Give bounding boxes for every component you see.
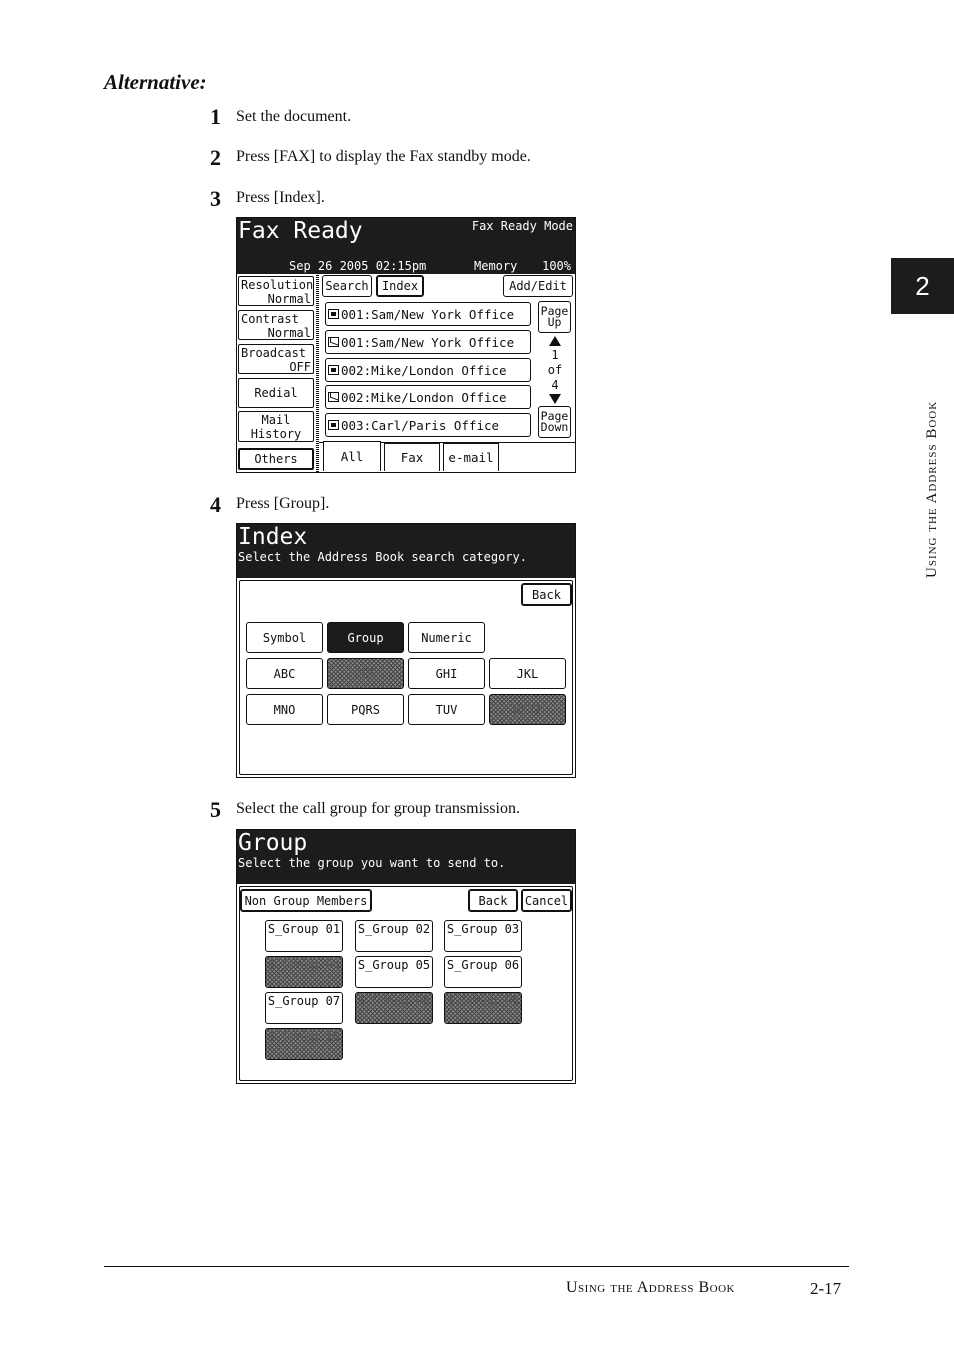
fax-ready-screen [236, 217, 576, 473]
index-tuv-button[interactable]: TUV [408, 694, 485, 725]
redial-label: Redial [254, 386, 298, 400]
group-button[interactable]: S_Group 03 [444, 920, 522, 952]
index-group-button[interactable]: Group [327, 622, 404, 653]
address-entry[interactable] [325, 330, 531, 354]
step-1-number: 1 [210, 104, 221, 129]
tab-fax[interactable]: Fax [384, 443, 440, 471]
index-mno-button[interactable]: MNO [246, 694, 323, 725]
group-button: S_Group 10 [265, 1028, 343, 1060]
page-up-label-2: Up [547, 315, 562, 329]
address-entry[interactable] [325, 358, 531, 382]
fax-ready-titlebar [237, 218, 575, 274]
redial-button[interactable] [238, 378, 314, 408]
address-entry[interactable] [325, 385, 531, 409]
address-entry[interactable] [325, 413, 531, 437]
fax-icon [328, 309, 339, 319]
resolution-value: Normal [267, 292, 311, 306]
page-down-button[interactable] [538, 406, 571, 438]
index-screen [236, 523, 576, 778]
mail-icon [328, 337, 339, 347]
add-edit-button[interactable]: Add/Edit [503, 275, 573, 297]
page-up-label-1: Page [540, 303, 569, 318]
entry-label: 002:Mike/London Office [341, 362, 507, 378]
back-button[interactable]: Back [521, 583, 572, 606]
page-down-label-1: Page [540, 408, 569, 423]
screen-subtitle: Select the group you want to send to. [238, 856, 506, 870]
step-3-number: 3 [210, 186, 221, 211]
search-button[interactable]: Search [322, 275, 372, 297]
broadcast-label: Broadcast [241, 346, 307, 360]
contrast-value: Normal [267, 326, 311, 340]
group-button[interactable]: S_Group 05 [355, 956, 433, 988]
step-2-text: Press [FAX] to display the Fax standby mode. [236, 148, 531, 165]
arrow-up-icon [549, 336, 561, 346]
back-button[interactable]: Back [468, 889, 518, 912]
memory-label: Memory [474, 259, 518, 273]
contrast-label: Contrast [241, 312, 299, 326]
step-1-text: Set the document. [236, 108, 352, 125]
group-button[interactable]: S_Group 02 [355, 920, 433, 952]
fax-icon [328, 420, 339, 430]
page-of: of [547, 363, 563, 377]
step-5-number: 5 [210, 797, 221, 822]
index-symbol-button[interactable]: Symbol [246, 622, 323, 653]
chapter-title [902, 333, 940, 578]
broadcast-value: OFF [289, 360, 311, 374]
page-up-button[interactable] [538, 301, 571, 333]
index-jkl-button[interactable]: JKL [489, 658, 566, 689]
chapter-tab: 2 [891, 258, 954, 314]
index-button[interactable]: Index [376, 275, 424, 297]
step-5-text: Select the call group for group transmission. [236, 800, 520, 817]
mail-history-button[interactable] [238, 411, 314, 442]
screen-subtitle: Select the Address Book search category. [238, 550, 527, 564]
contrast-button[interactable] [238, 310, 314, 340]
others-label: Others [254, 452, 298, 466]
section-heading: Alternative: [104, 70, 207, 94]
chapter-title-text: Using the Address Book [924, 400, 940, 578]
group-button[interactable]: S_Group 07 [265, 992, 343, 1024]
step-4-number: 4 [210, 492, 221, 517]
screen-title: Group [238, 830, 308, 856]
step-3-text: Press [Index]. [236, 189, 325, 206]
page-down-label-2: Down [540, 420, 569, 434]
others-button[interactable] [238, 448, 314, 470]
mail-history-label-1: Mail [261, 413, 291, 427]
screen-title: Index [238, 524, 308, 550]
arrow-down-icon [549, 394, 561, 404]
tab-all[interactable]: All [323, 441, 381, 471]
group-button: S_Group 09 [444, 992, 522, 1024]
entry-label: 003:Carl/Paris Office [341, 417, 500, 433]
entry-label: 002:Mike/London Office [341, 389, 507, 405]
tab-email[interactable]: e-mail [443, 443, 499, 471]
cancel-button[interactable]: Cancel [521, 889, 572, 912]
page-current: 1 [551, 348, 559, 362]
step-4-text: Press [Group]. [236, 495, 330, 512]
step-2-number: 2 [210, 145, 221, 170]
index-numeric-button[interactable]: Numeric [408, 622, 485, 653]
entry-label: 001:Sam/New York Office [341, 334, 515, 350]
datetime: Sep 26 2005 02:15pm [289, 259, 427, 273]
index-wxyz-button: WXYZ [489, 694, 566, 725]
mail-history-label-2: History [250, 427, 302, 441]
broadcast-button[interactable] [238, 344, 314, 374]
group-screen [236, 829, 576, 1084]
group-button[interactable]: S_Group 01 [265, 920, 343, 952]
entry-label: 001:Sam/New York Office [341, 306, 515, 322]
group-button: S_Group 04 [265, 956, 343, 988]
memory-value: 100% [542, 259, 571, 273]
group-titlebar [237, 830, 575, 884]
footer-rule [104, 1266, 849, 1267]
footer-title: Using the Address Book [566, 1279, 735, 1296]
fax-icon [328, 365, 339, 375]
mode-label: Fax Ready Mode [471, 219, 573, 233]
group-button: S_Group 08 [355, 992, 433, 1024]
index-pqrs-button[interactable]: PQRS [327, 694, 404, 725]
mail-icon [328, 392, 339, 402]
group-button[interactable]: S_Group 06 [444, 956, 522, 988]
screen-title: Fax Ready [238, 218, 363, 244]
page-total: 4 [551, 378, 559, 392]
page-number: 2-17 [810, 1279, 842, 1298]
index-ghi-button[interactable]: GHI [408, 658, 485, 689]
index-def-button: DEF [327, 658, 404, 689]
page-indicator [537, 348, 573, 393]
index-abc-button[interactable]: ABC [246, 658, 323, 689]
address-entry[interactable] [325, 302, 531, 326]
resolution-button[interactable] [238, 276, 314, 306]
non-group-members-button[interactable]: Non Group Members [240, 889, 372, 912]
resolution-label: Resolution [241, 278, 314, 292]
index-titlebar [237, 524, 575, 578]
